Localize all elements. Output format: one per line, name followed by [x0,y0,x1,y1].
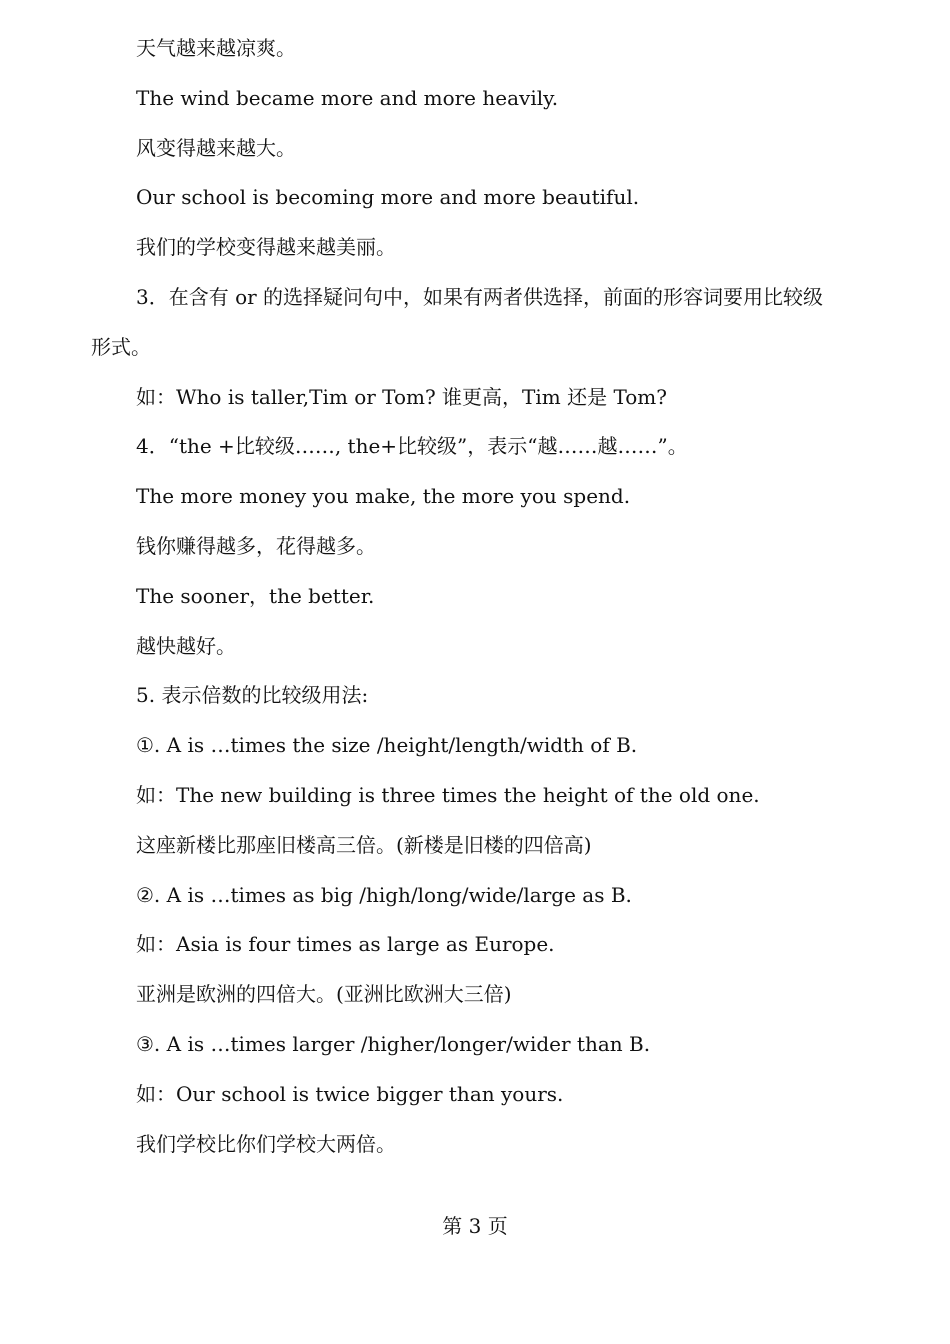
section-3-heading-continued: 形式。 [91,334,151,359]
pattern-2-example: 如：Asia is four times as large as Europe. [136,932,555,957]
pattern-3: ③. A is …times larger /higher/longer/wider than B. [136,1031,651,1056]
pattern-1-translation: 这座新楼比那座旧楼高三倍。(新楼是旧楼的四倍高) [136,832,592,857]
text-line-10: The more money you make, the more you spend. [136,484,631,509]
text-line-2: The wind became more and more heavily. [136,85,559,110]
text-line-11: 钱你赚得越多，花得越多。 [136,533,376,558]
pattern-1-example: 如：The new building is three times the height of the old one. [136,782,760,807]
pattern-3-translation: 我们学校比你们学校大两倍。 [136,1131,396,1156]
text-line-13: 越快越好。 [136,633,236,658]
pattern-2: ②. A is …times as big /high/long/wide/large as B. [136,882,632,907]
text-line-1: 天气越来越凉爽。 [136,36,296,60]
document-body [0,30,950,1175]
text-line-12: The sooner，the better. [136,583,375,608]
example-line: 如：Who is taller,Tim or Tom? 谁更高，Tim 还是 Tom? [136,384,667,409]
section-3-heading: 3．在含有 or 的选择疑问句中，如果有两者供选择，前面的形容词要用比较级 [136,284,824,309]
text-line-3: 风变得越来越大。 [136,135,296,160]
text-line-4: Our school is becoming more and more beautiful. [136,185,640,210]
page-number: 第 3 页 [442,1214,508,1238]
pattern-3-example: 如：Our school is twice bigger than yours. [136,1081,564,1106]
section-5-heading: 5. 表示倍数的比较级用法: [136,683,369,708]
section-4-heading: 4．“the +比较级……, the+比较级”，表示“越……越……”。 [136,434,688,459]
pattern-2-translation: 亚洲是欧洲的四倍大。(亚洲比欧洲大三倍) [136,982,512,1007]
pattern-1: ①. A is …times the size /height/length/width of B. [136,733,638,758]
text-line-5: 我们的学校变得越来越美丽。 [136,235,396,260]
